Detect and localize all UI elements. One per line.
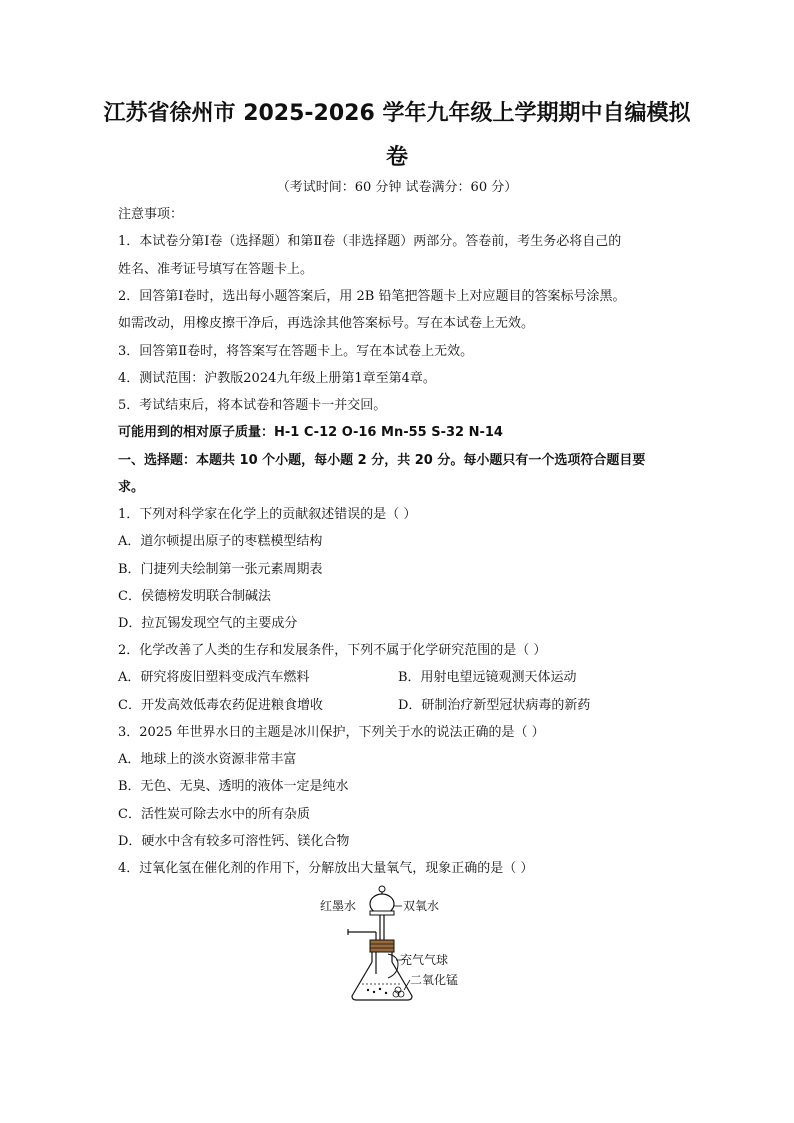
q3-stem: 3．2025 年世界水日的主题是冰川保护，下列关于水的说法正确的是（ ） (118, 725, 545, 740)
q3-option-b[interactable]: B．无色、无臭、透明的液体一定是纯水 (118, 779, 349, 794)
notes-line-1: 1．本试卷分第Ⅰ卷（选择题）和第Ⅱ卷（非选择题）两部分。答卷前，考生务必将自己的 (118, 234, 622, 249)
q1-option-c[interactable]: C．侯德榜发明联合制碱法 (118, 589, 271, 604)
q4-stem: 4．过氧化氢在催化剂的作用下，分解放出大量氧气，现象正确的是（ ） (118, 861, 534, 876)
q3-option-d[interactable]: D．硬水中含有较多可溶性钙、镁化合物 (118, 834, 350, 849)
section1-heading-line1: 一、选择题：本题共 10 个小题，每小题 2 分，共 20 分。每小题只有一个选项符合题目要 (118, 453, 646, 468)
funnel-stopcock (370, 911, 394, 915)
notes-line-7: 5．考试结束后，将本试卷和答题卡一并交回。 (118, 398, 387, 413)
rubber-stopper (370, 940, 394, 952)
q2-option-b[interactable]: B．用射电望远镜观测天体运动 (398, 670, 577, 685)
notes-line-2: 姓名、准考证号填写在答题卡上。 (118, 262, 314, 277)
exam-title-line2: 卷 (385, 145, 408, 170)
balloon (388, 954, 398, 978)
q4-apparatus-diagram (318, 884, 478, 1006)
atomic-masses: 可能用到的相对原子质量：H-1 C-12 O-16 Mn-55 S-32 N-14 (118, 425, 503, 440)
label-manganese-dioxide: 二氧化锰 (410, 973, 459, 987)
q1-stem: 1．下列对科学家在化学上的贡献叙述错误的是（ ） (118, 507, 417, 522)
q3-option-a[interactable]: A．地球上的淡水资源非常丰富 (118, 752, 297, 767)
q1-option-a[interactable]: A．道尔顿提出原子的枣糕模型结构 (118, 534, 323, 549)
notes-line-5: 3．回答第Ⅱ卷时，将答案写在答题卡上。写在本试卷上无效。 (118, 344, 474, 359)
q2-option-c[interactable]: C．开发高效低毒农药促进粮食增收 (118, 698, 323, 713)
exam-title-line1: 江苏省徐州市 2025-2026 学年九年级上学期期中自编模拟 (103, 101, 691, 126)
exam-subtitle: （考试时间：60 分钟 试卷满分：60 分） (276, 180, 518, 195)
q2-stem: 2．化学改善了人类的生存和发展条件，下列不属于化学研究范围的是（ ） (118, 643, 547, 658)
section1-heading-line2: 求。 (118, 480, 145, 495)
label-hydrogen-peroxide: 双氧水 (403, 899, 440, 913)
q3-option-c[interactable]: C．活性炭可除去水中的所有杂质 (118, 807, 310, 822)
funnel-knob-icon (379, 886, 385, 892)
label-balloon: 充气气球 (400, 953, 449, 967)
q2-option-a[interactable]: A．研究将废旧塑料变成汽车燃料 (118, 670, 310, 685)
label-red-ink: 红墨水 (320, 899, 357, 913)
notes-line-3: 2．回答第Ⅰ卷时，选出每小题答案后，用 2B 铅笔把答题卡上对应题目的答案标号涂黑。 (118, 289, 626, 304)
q1-option-d[interactable]: D．拉瓦锡发现空气的主要成分 (118, 616, 298, 631)
notes-heading: 注意事项： (118, 207, 184, 222)
q2-option-d[interactable]: D．研制治疗新型冠状病毒的新药 (398, 698, 591, 713)
q1-option-b[interactable]: B．门捷列夫绘制第一张元素周期表 (118, 562, 323, 577)
notes-line-4: 如需改动，用橡皮擦干净后，再选涂其他答案标号。写在本试卷上无效。 (118, 316, 535, 331)
notes-line-6: 4．测试范围：沪教版2024九年级上册第1章至第4章。 (118, 371, 436, 386)
